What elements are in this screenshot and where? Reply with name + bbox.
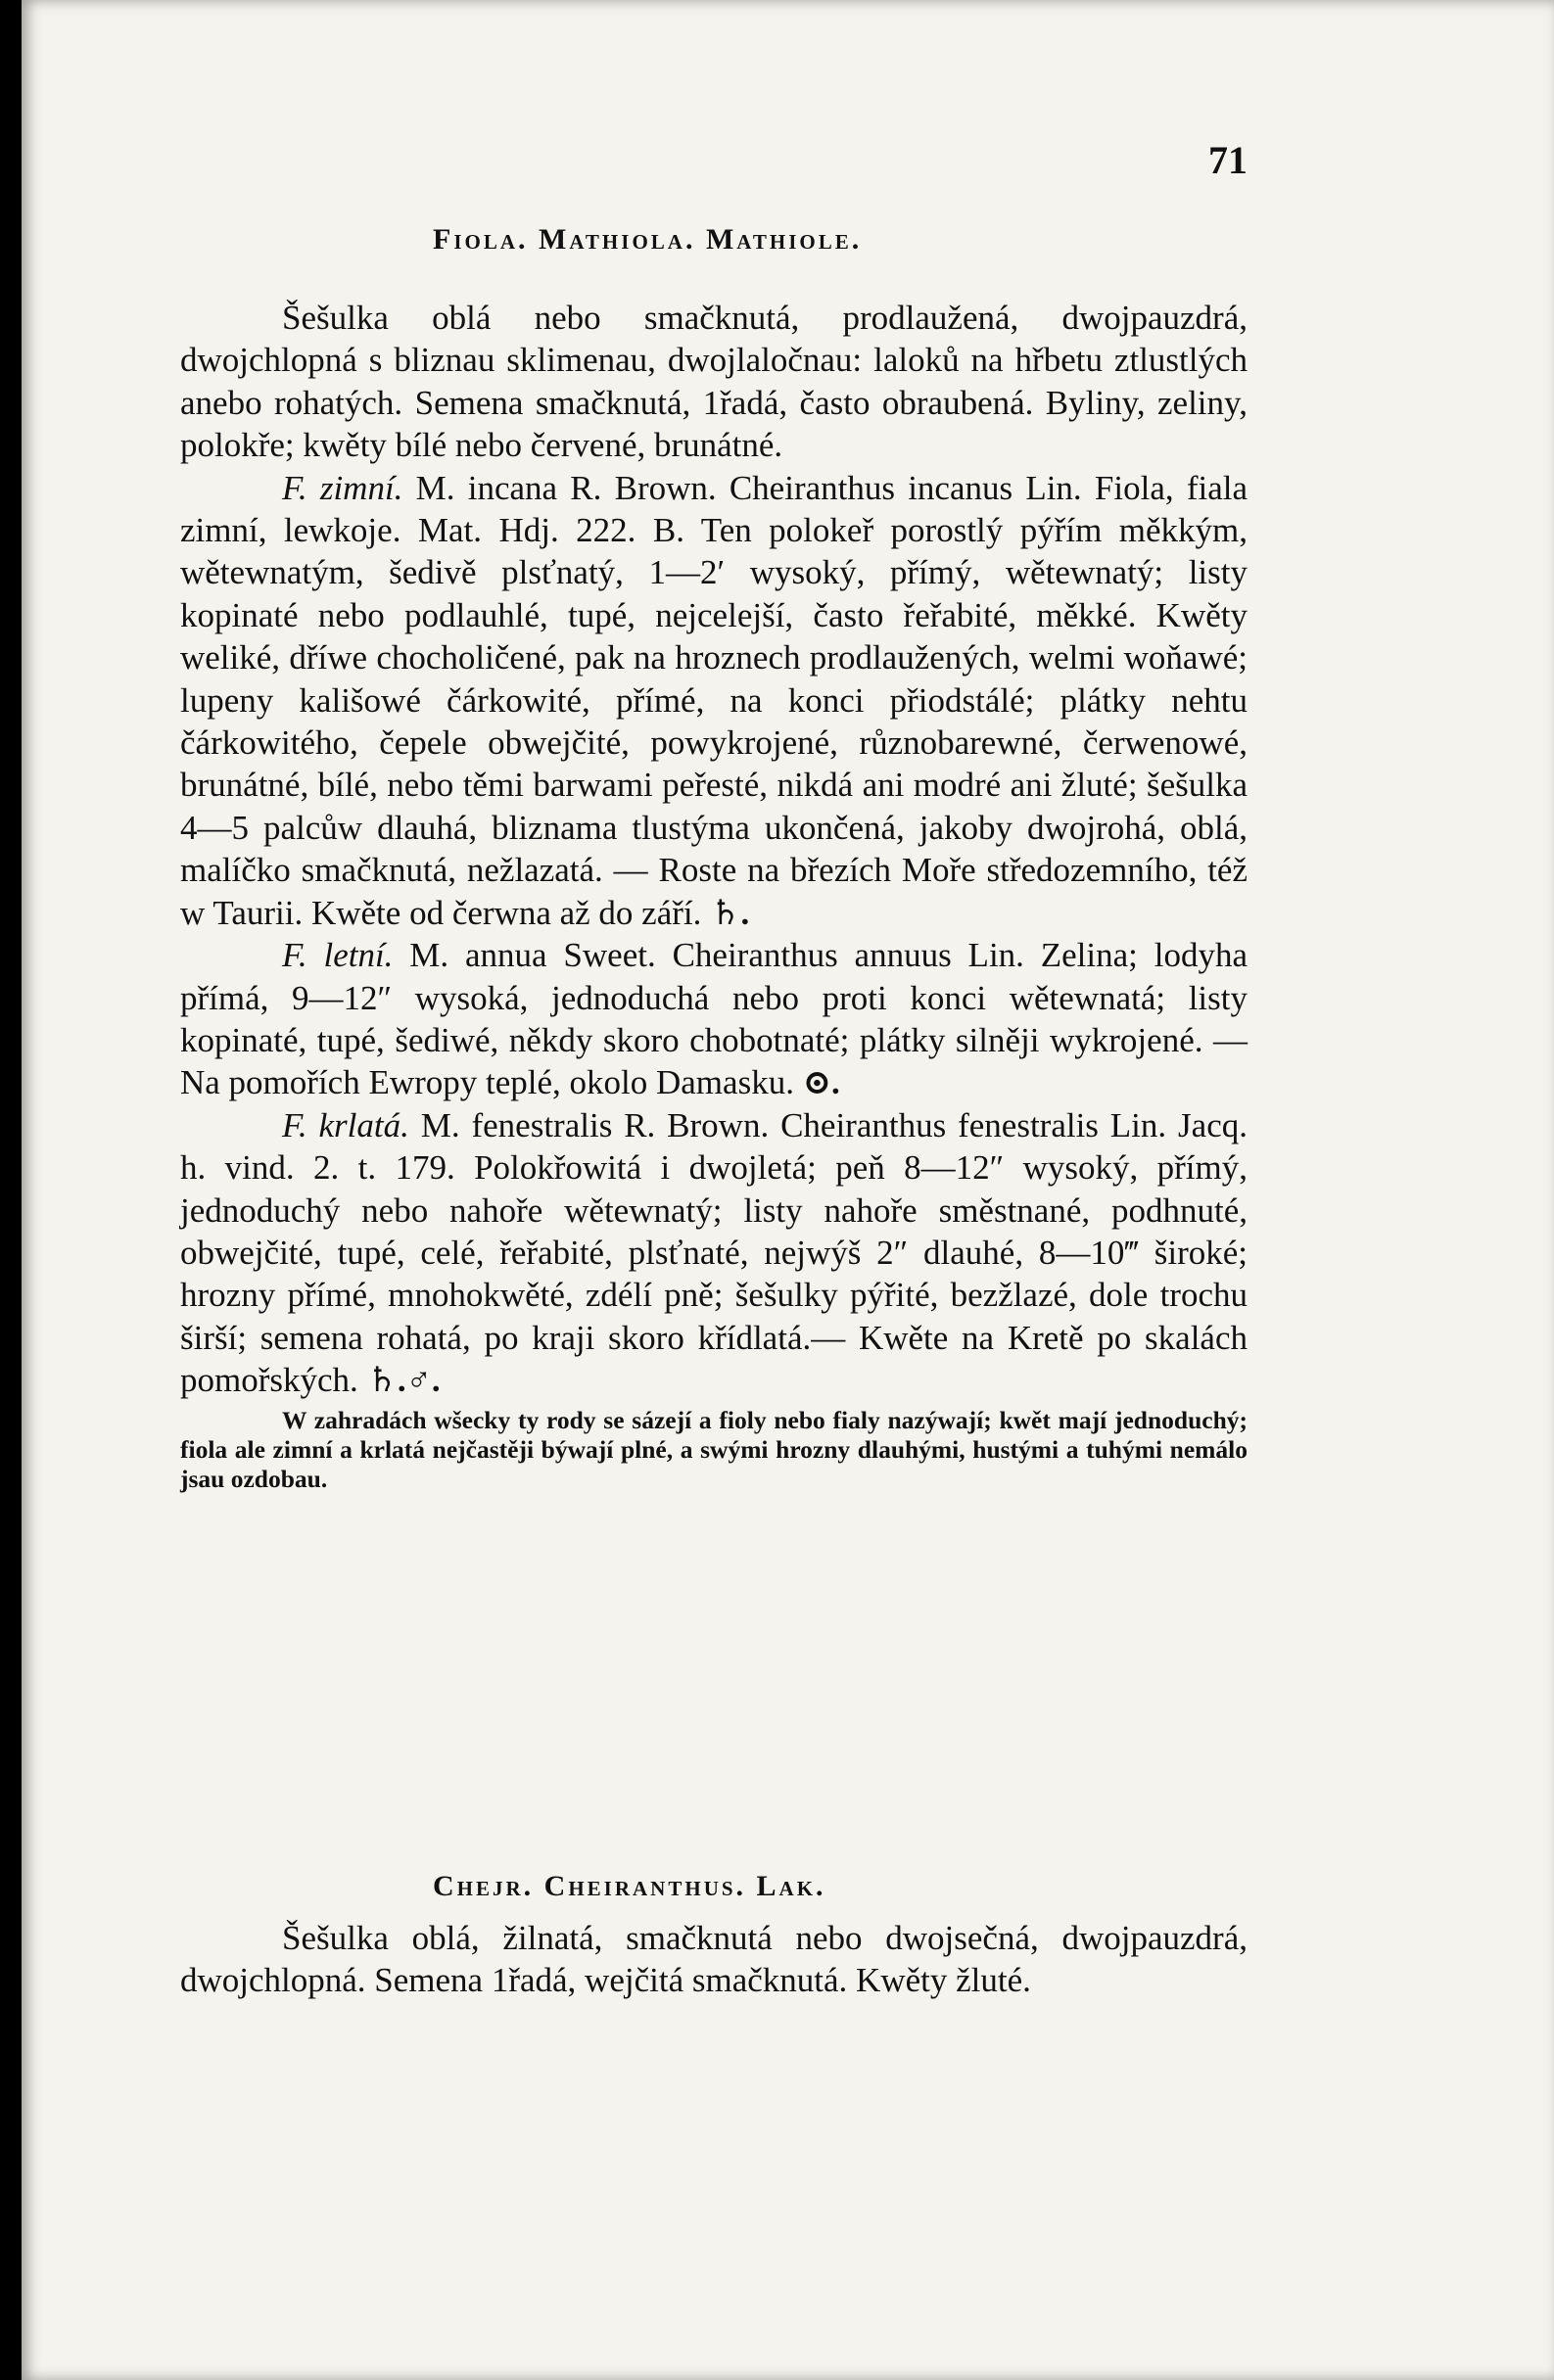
species-entry-letni (180, 934, 1248, 1104)
annual-symbol: ⊙. (802, 1063, 840, 1102)
book-page (22, 0, 1554, 2380)
species-name: F. letní. (282, 936, 394, 975)
genus-description-chejr: Šešulka oblá, žilnatá, smačknutá nebo dwojsečná, dwojpauzdrá, dwojchlopná. Semena 1řadá, wejčitá smačknutá. Kwěty žluté. (180, 1919, 1248, 2000)
species-text: M. annua Sweet. Cheiranthus annuus Lin. Zelina; lodyha přímá, 9—12″ wysoká, jednoduchá nebo proti konci wětewnatá; listy kopinaté, tupé, šediwé, někdy skoro chobotnaté; plátky silněji wykrojené. — Na pomořích Ewropy teplé, okolo Damasku. (180, 936, 1248, 1102)
species-text: M. incana R. Brown. Cheiranthus incanus Lin. Fiola, fiala zimní, lewkoje. Mat. Hdj. 222. B. Ten polokeř porostlý pýřím měkkým, wětewnatým, šedivě plsťnatý, 1—2′ wysoký, přímý, wětewnatý; listy kopinaté nebo podlauhlé, tupé, nejcelejší, často řeřabité, měkké. Kwěty weliké, dříwe chocholičené, pak na hroznech prodlaužených, welmi woňawé; lupeny kališowé čárkowité, přímé, na konci přiodstálé; plátky nehtu čárkowitého, čepele obwejčité, powykrojené, různobarewné, čerwenowé, brunátné, bílé, nebo těmi barwami peřesté, nikdá ani modré ani žluté; šešulka 4—5 palcůw dlauhá, bliznama tlustýma ukončená, jakoby dwojrohá, oblá, malíčko smačknutá, nežlazatá. — Roste na březích Moře středozemního, též w Taurii. Kwěte od čerwna až do září. (180, 468, 1248, 932)
species-name: F. zimní. (282, 468, 403, 507)
garden-note: W zahradách wšecky ty rody se sázejí a fioly nebo fialy nazýwají; kwět mají jednoduchý; fiola ale zimní a krlatá nejčastěji býwají plné, a swými hrozny dlauhými, hustými a tuhými nemálo jsau ozdobau. (180, 1405, 1248, 1493)
species-text: M. fenestralis R. Brown. Cheiranthus fenestralis Lin. Jacq. h. vind. 2. t. 179. Polokřowitá i dwojletá; peň 8—12″ wysoký, přímý, jednoduchý nebo nahoře wětewnatý; listy nahoře směstnané, podhnuté, obwejčité, tupé, celé, řeřabité, plsťnaté, nejwýš 2″ dlauhé, 8—10‴ široké; hrozny přímé, mnohokwěté, zdélí pně; šešulky pýřité, bezžlazé, dole trochu širší; semena rohatá, po kraji skoro křídlatá.— Kwěte na Kretě po skalách pomořských. (180, 1105, 1248, 1400)
genus-description: Šešulka oblá nebo smačknutá, prodlaužená, dwojpauzdrá, dwojchlopná s bliznau sklimenau, dwojlaločnau: laloků na hřbetu ztlustlých anebo rohatých. Semena smačknutá, 1řadá, často obraubená. Byliny, zeliny, polokře; kwěty bílé nebo červené, brunátné. (180, 299, 1248, 465)
genus-heading-chejr: Chejr. Cheiranthus. Lak. (433, 1870, 826, 1902)
page-number: 71 (1208, 138, 1248, 182)
species-name: F. krlatá. (282, 1105, 409, 1144)
perennial-biennial-symbol: ♄.♂. (366, 1361, 441, 1400)
species-entry-krlata (180, 1104, 1248, 1402)
perennial-symbol: ♄. (710, 893, 750, 932)
species-entry-zimni (180, 467, 1248, 934)
main-text (180, 297, 1248, 1494)
genus-heading-fiola: Fiola. Mathiola. Mathiole. (433, 223, 863, 256)
closing-text (180, 1917, 1248, 2002)
